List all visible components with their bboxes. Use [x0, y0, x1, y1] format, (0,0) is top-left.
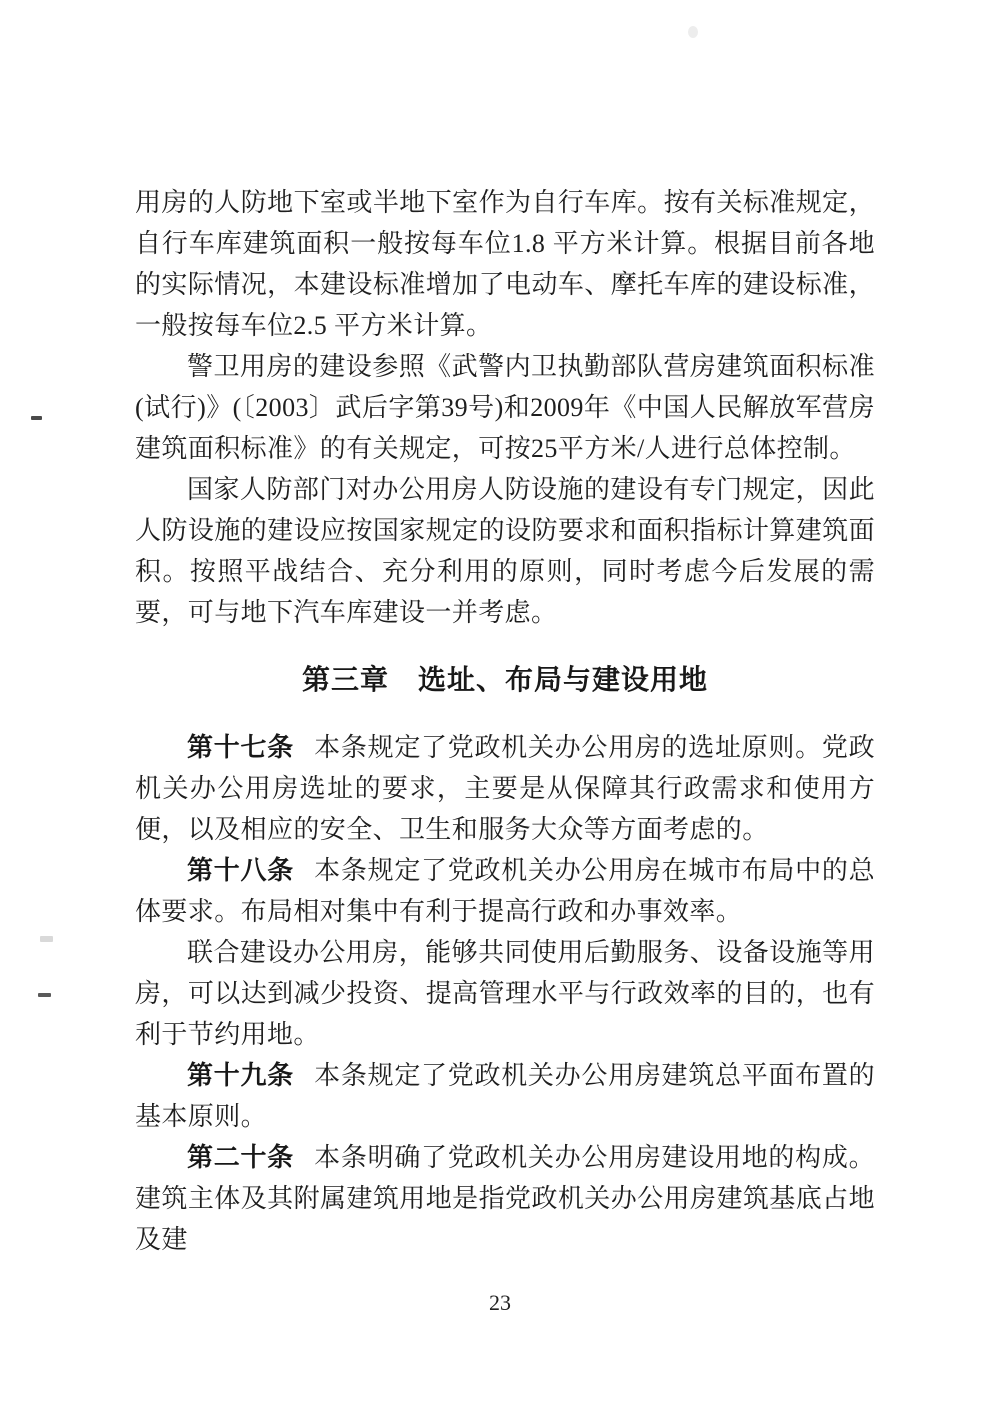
paragraph	[135, 727, 875, 850]
paragraph	[135, 182, 875, 346]
scan-artifact-dash	[38, 993, 51, 997]
paragraph	[135, 346, 875, 469]
article-lead: 第二十条	[187, 1142, 294, 1172]
paragraph-text: 本条规定了党政机关办公用房的选址原则。党政机关办公用房选址的要求，主要是从保障其行政需求和使用方便，以及相应的安全、卫生和服务大众等方面考虑的。	[135, 733, 875, 844]
paragraph-text: 用房的人防地下室或半地下室作为自行车库。按有关标准规定，自行车库建筑面积一般按每车位1.8 平方米计算。根据目前各地的实际情况，本建设标准增加了电动车、摩托车库的建设标准，一般按每车位2.5 平方米计算。	[135, 188, 875, 340]
scan-artifact-speck	[688, 26, 698, 38]
scan-artifact-dash	[31, 416, 42, 420]
paragraph-text: 警卫用房的建设参照《武警内卫执勤部队营房建筑面积标准(试行)》(〔2003〕武后字第39号)和2009年《中国人民解放军营房建筑面积标准》的有关规定，可按25平方米/人进行总体控制。	[135, 352, 875, 463]
paragraph	[135, 469, 875, 633]
page-number: 23	[489, 1290, 511, 1315]
paragraph-text: 本条明确了党政机关办公用房建设用地的构成。建筑主体及其附属建筑用地是指党政机关办公用房建筑基底占地及建	[135, 1143, 875, 1254]
chapter-heading: 第三章 选址、布局与建设用地	[301, 664, 708, 695]
paragraph-text: 国家人防部门对办公用房人防设施的建设有专门规定，因此人防设施的建设应按国家规定的设防要求和面积指标计算建筑面积。按照平战结合、充分利用的原则，同时考虑今后发展的需要，可与地下汽车库建设一并考虑。	[135, 475, 875, 627]
article-lead: 第十七条	[187, 732, 294, 762]
paragraph	[135, 1055, 875, 1137]
article-lead: 第十八条	[187, 855, 294, 885]
paragraph-text: 本条规定了党政机关办公用房在城市布局中的总体要求。布局相对集中有利于提高行政和办事效率。	[135, 856, 875, 926]
paragraph-text: 本条规定了党政机关办公用房建筑总平面布置的基本原则。	[135, 1061, 875, 1131]
paragraph-text: 联合建设办公用房，能够共同使用后勤服务、设备设施等用房，可以达到减少投资、提高管理水平与行政效率的目的，也有利于节约用地。	[135, 938, 875, 1049]
article-lead: 第十九条	[187, 1060, 294, 1090]
body-text	[135, 182, 875, 1260]
paragraph	[135, 1137, 875, 1260]
scan-artifact-smudge	[40, 936, 53, 942]
paragraph	[135, 932, 875, 1055]
paragraph	[135, 850, 875, 932]
